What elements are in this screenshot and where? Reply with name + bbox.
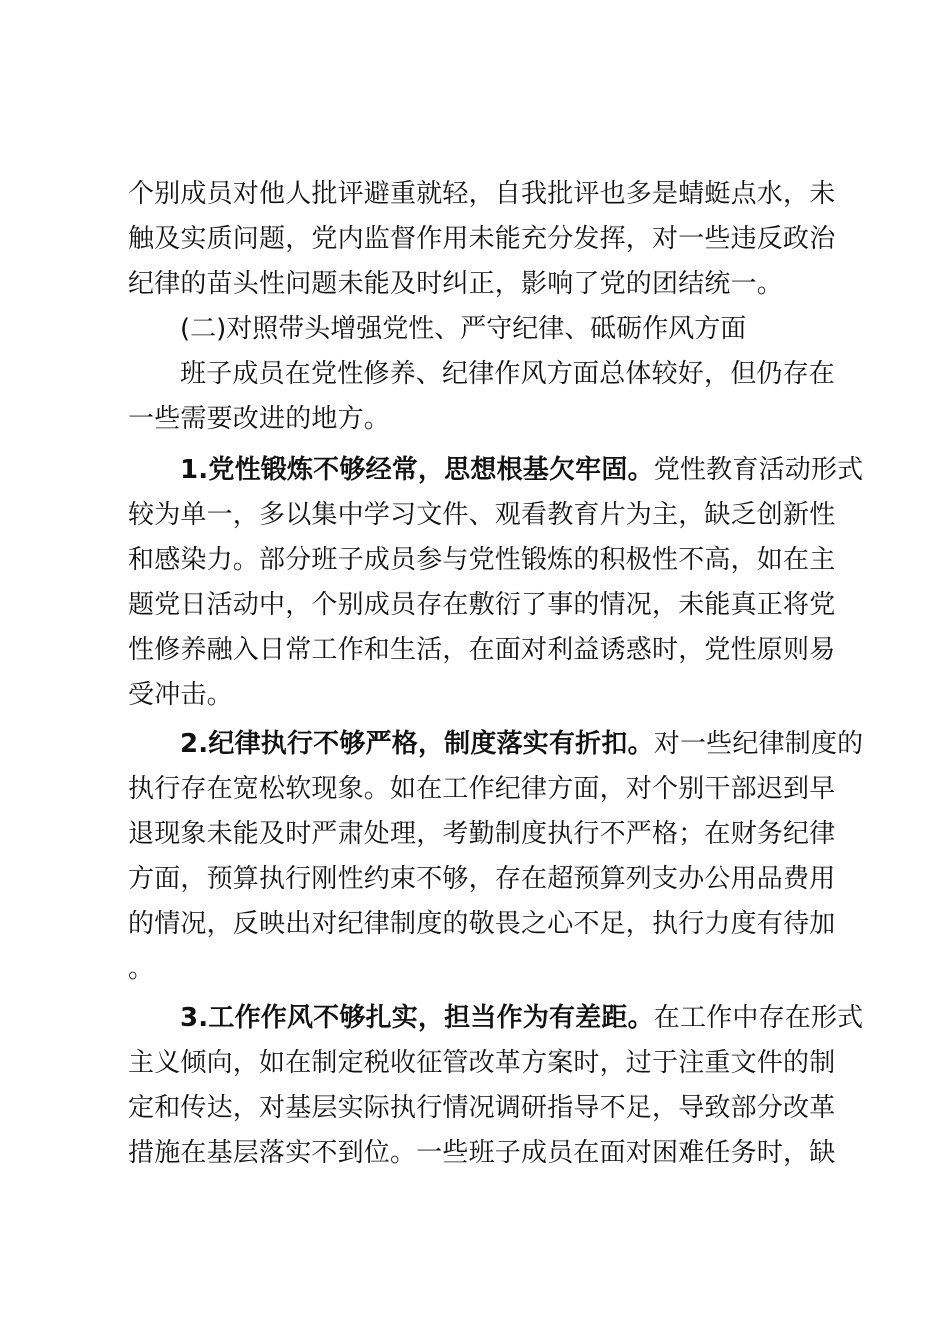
body-text-line: 和感染力。部分班子成员参与党性锻炼的积极性不高，如在主 [128, 545, 836, 575]
body-text-line: 受冲击。 [128, 680, 233, 710]
item-heading-bold: 3.工作作风不够扎实，担当作为有差距。 [180, 1003, 654, 1033]
body-text-line: 措施在基层落实不到位。一些班子成员在面对困难任务时，缺 [128, 1138, 836, 1168]
item-heading-bold: 2.纪律执行不够严格，制度落实有折扣。 [180, 729, 654, 759]
body-text-line: 的情况，反映出对纪律制度的敬畏之心不足，执行力度有待加 [128, 909, 836, 939]
body-text-line: 班子成员在党性修养、纪律作风方面总体较好，但仍存在 [180, 359, 836, 389]
body-text-line: 方面，预算执行刚性约束不够，存在超预算列支办公用品费用 [128, 864, 836, 894]
item-heading-rest: 党性教育活动形式 [653, 455, 864, 485]
body-text-line: 定和传达，对基层实际执行情况调研指导不足，导致部分改革 [128, 1093, 836, 1123]
item-heading-line [128, 722, 864, 767]
section-heading: (二)对照带头增强党性、严守纪律、砥砺作风方面 [180, 314, 747, 344]
body-text-line: 执行存在宽松软现象。如在工作纪律方面，对个别干部迟到早 [128, 774, 836, 804]
body-text-line: 主义倾向，如在制定税收征管改革方案时，过于注重文件的制 [128, 1048, 836, 1078]
body-text-line: 较为单一，多以集中学习文件、观看教育片为主，缺乏创新性 [128, 500, 836, 530]
document-page [128, 172, 864, 1176]
body-text-line: 个别成员对他人批评避重就轻，自我批评也多是蜻蜓点水，未 [128, 179, 836, 209]
body-text-line: 纪律的苗头性问题未能及时纠正，影响了党的团结统一。 [128, 269, 784, 299]
item-heading-rest: 在工作中存在形式 [653, 1003, 864, 1033]
item-heading-rest: 对一些纪律制度的 [653, 729, 864, 759]
body-text-line: 退现象未能及时严肃处理，考勤制度执行不严格；在财务纪律 [128, 819, 836, 849]
body-text-line: 触及实质问题，党内监督作用未能充分发挥，对一些违反政治 [128, 224, 836, 254]
body-text-line: 。 [128, 954, 155, 984]
body-text-line: 题党日活动中，个别成员存在敷衍了事的情况，未能真正将党 [128, 590, 836, 620]
body-text-line: 性修养融入日常工作和生活，在面对利益诱惑时，党性原则易 [128, 635, 836, 665]
body-text-line: 一些需要改进的地方。 [128, 404, 391, 434]
item-heading-bold: 1.党性锻炼不够经常，思想根基欠牢固。 [180, 455, 654, 485]
item-heading-line [128, 448, 864, 493]
item-heading-line [128, 996, 864, 1041]
